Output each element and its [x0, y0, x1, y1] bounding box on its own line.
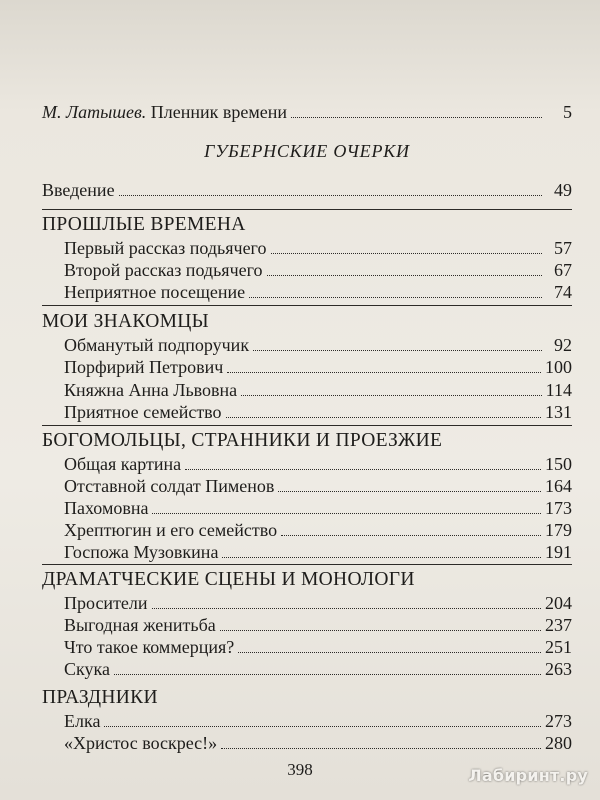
- toc-entry-page: 57: [554, 238, 572, 258]
- toc-entry[interactable]: [42, 450, 572, 474]
- toc-entry[interactable]: [42, 398, 572, 422]
- dot-leader: [152, 608, 541, 609]
- section-rule: [42, 209, 572, 210]
- toc-entry-page: 114: [545, 380, 572, 400]
- toc-entry-page: 164: [545, 476, 572, 496]
- toc-entry-intro[interactable]: [42, 176, 572, 200]
- dot-leader: [221, 748, 541, 749]
- toc-entry[interactable]: [42, 353, 572, 377]
- section-rule: [42, 425, 572, 426]
- dot-leader: [267, 275, 542, 276]
- dot-leader: [253, 350, 542, 351]
- section-heading: ПРАЗДНИКИ: [42, 687, 158, 708]
- toc-entry[interactable]: [42, 729, 572, 753]
- toc-entry-title: Обманутый подпоручик: [64, 335, 250, 355]
- toc-entry-page: 237: [545, 615, 572, 635]
- section-heading: БОГОМОЛЬЦЫ, СТРАННИКИ И ПРОЕЗЖИЕ: [42, 430, 443, 451]
- toc-entry-page: 251: [545, 637, 572, 657]
- dot-leader: [152, 513, 541, 514]
- toc-entry-page: 74: [554, 282, 572, 302]
- toc-entry-title: Хрептюгин и его семейство: [64, 520, 278, 540]
- dot-leader: [271, 253, 543, 254]
- toc-entry-title: Порфирий Петрович: [64, 357, 224, 377]
- section-heading: МОИ ЗНАКОМЦЫ: [42, 311, 209, 332]
- toc-entry-page: 263: [545, 659, 572, 679]
- toc-entry-title: Что такое коммерция?: [64, 637, 235, 657]
- toc-entry-title: Скука: [64, 659, 110, 679]
- watermark-logo: Лабиринт.ру: [468, 766, 588, 785]
- toc-entry[interactable]: [42, 611, 572, 635]
- dot-leader: [241, 395, 542, 396]
- dot-leader: [114, 674, 541, 675]
- toc-entry-title: Второй рассказ подьячего: [64, 260, 263, 280]
- toc-entry[interactable]: [42, 234, 572, 258]
- dot-leader: [220, 630, 541, 631]
- toc-entry-page: 67: [554, 260, 572, 280]
- part-title: ГУБЕРНСКИЕ ОЧЕРКИ: [204, 141, 410, 161]
- page-number: 398: [287, 760, 313, 779]
- toc-entry-title: Отставной солдат Пименов: [64, 476, 275, 496]
- toc-entry[interactable]: [42, 589, 572, 613]
- toc-entry-title: Первый рассказ подьячего: [64, 238, 267, 258]
- toc-entry-page: 273: [545, 711, 572, 731]
- dot-leader: [278, 491, 541, 492]
- toc-entry-page: 5: [563, 102, 572, 122]
- dot-leader: [249, 297, 542, 298]
- toc-entry-page: 179: [545, 520, 572, 540]
- toc-entry-title: Общая картина: [64, 454, 182, 474]
- toc-entry-prelude[interactable]: [42, 98, 572, 122]
- toc-entry-page: 100: [545, 357, 572, 377]
- toc-entry-title: Елка: [64, 711, 101, 731]
- dot-leader: [227, 372, 541, 373]
- toc-entry[interactable]: [42, 376, 572, 400]
- toc-entry-title: Неприятное посещение: [64, 282, 246, 302]
- section-rule: [42, 564, 572, 565]
- section-rule: [42, 305, 572, 306]
- toc-entry[interactable]: [42, 278, 572, 302]
- dot-leader: [104, 726, 541, 727]
- toc-entry[interactable]: [42, 633, 572, 657]
- toc-entry-page: 204: [545, 593, 572, 613]
- toc-entry-title: [42, 102, 289, 122]
- toc-entry-page: 131: [545, 402, 572, 422]
- dot-leader: [238, 652, 541, 653]
- section-heading: ДРАМАТЧЕСКИЕ СЦЕНЫ И МОНОЛОГИ: [42, 569, 415, 590]
- toc-entry-title: Пахомовна: [64, 498, 149, 518]
- section-heading: ПРОШЛЫЕ ВРЕМЕНА: [42, 214, 246, 235]
- dot-leader: [281, 535, 541, 536]
- entry-author: М. Латышев.: [42, 102, 147, 122]
- toc-entry[interactable]: [42, 494, 572, 518]
- toc-entry[interactable]: [42, 331, 572, 355]
- toc-entry-page: 191: [545, 542, 572, 562]
- toc-entry-title: Княжна Анна Львовна: [64, 380, 238, 400]
- entry-title-text: Пленник времени: [150, 102, 288, 122]
- toc-entry[interactable]: [42, 707, 572, 731]
- toc-entry-page: 92: [554, 335, 572, 355]
- toc-entry[interactable]: [42, 516, 572, 540]
- toc-entry[interactable]: [42, 256, 572, 280]
- toc-entry-page: 280: [545, 733, 572, 753]
- toc-entry-title: Введение: [42, 180, 115, 200]
- toc-entry[interactable]: [42, 472, 572, 496]
- dot-leader: [119, 195, 542, 196]
- toc-entry[interactable]: [42, 655, 572, 679]
- toc-entry-title: Приятное семейство: [64, 402, 222, 422]
- dot-leader: [226, 417, 541, 418]
- toc-entry-title: Просители: [64, 593, 148, 613]
- toc-entry-page: 173: [545, 498, 572, 518]
- toc-entry-title: Выгодная женитьба: [64, 615, 216, 635]
- toc-entry-page: 49: [554, 180, 572, 200]
- toc-entry-page: 150: [545, 454, 572, 474]
- dot-leader: [222, 557, 541, 558]
- toc-entry-title: «Христос воскрес!»: [64, 733, 218, 753]
- toc-entry-title: Госпожа Музовкина: [64, 542, 219, 562]
- toc-entry[interactable]: [42, 538, 572, 562]
- dot-leader: [185, 469, 541, 470]
- dot-leader: [291, 117, 542, 118]
